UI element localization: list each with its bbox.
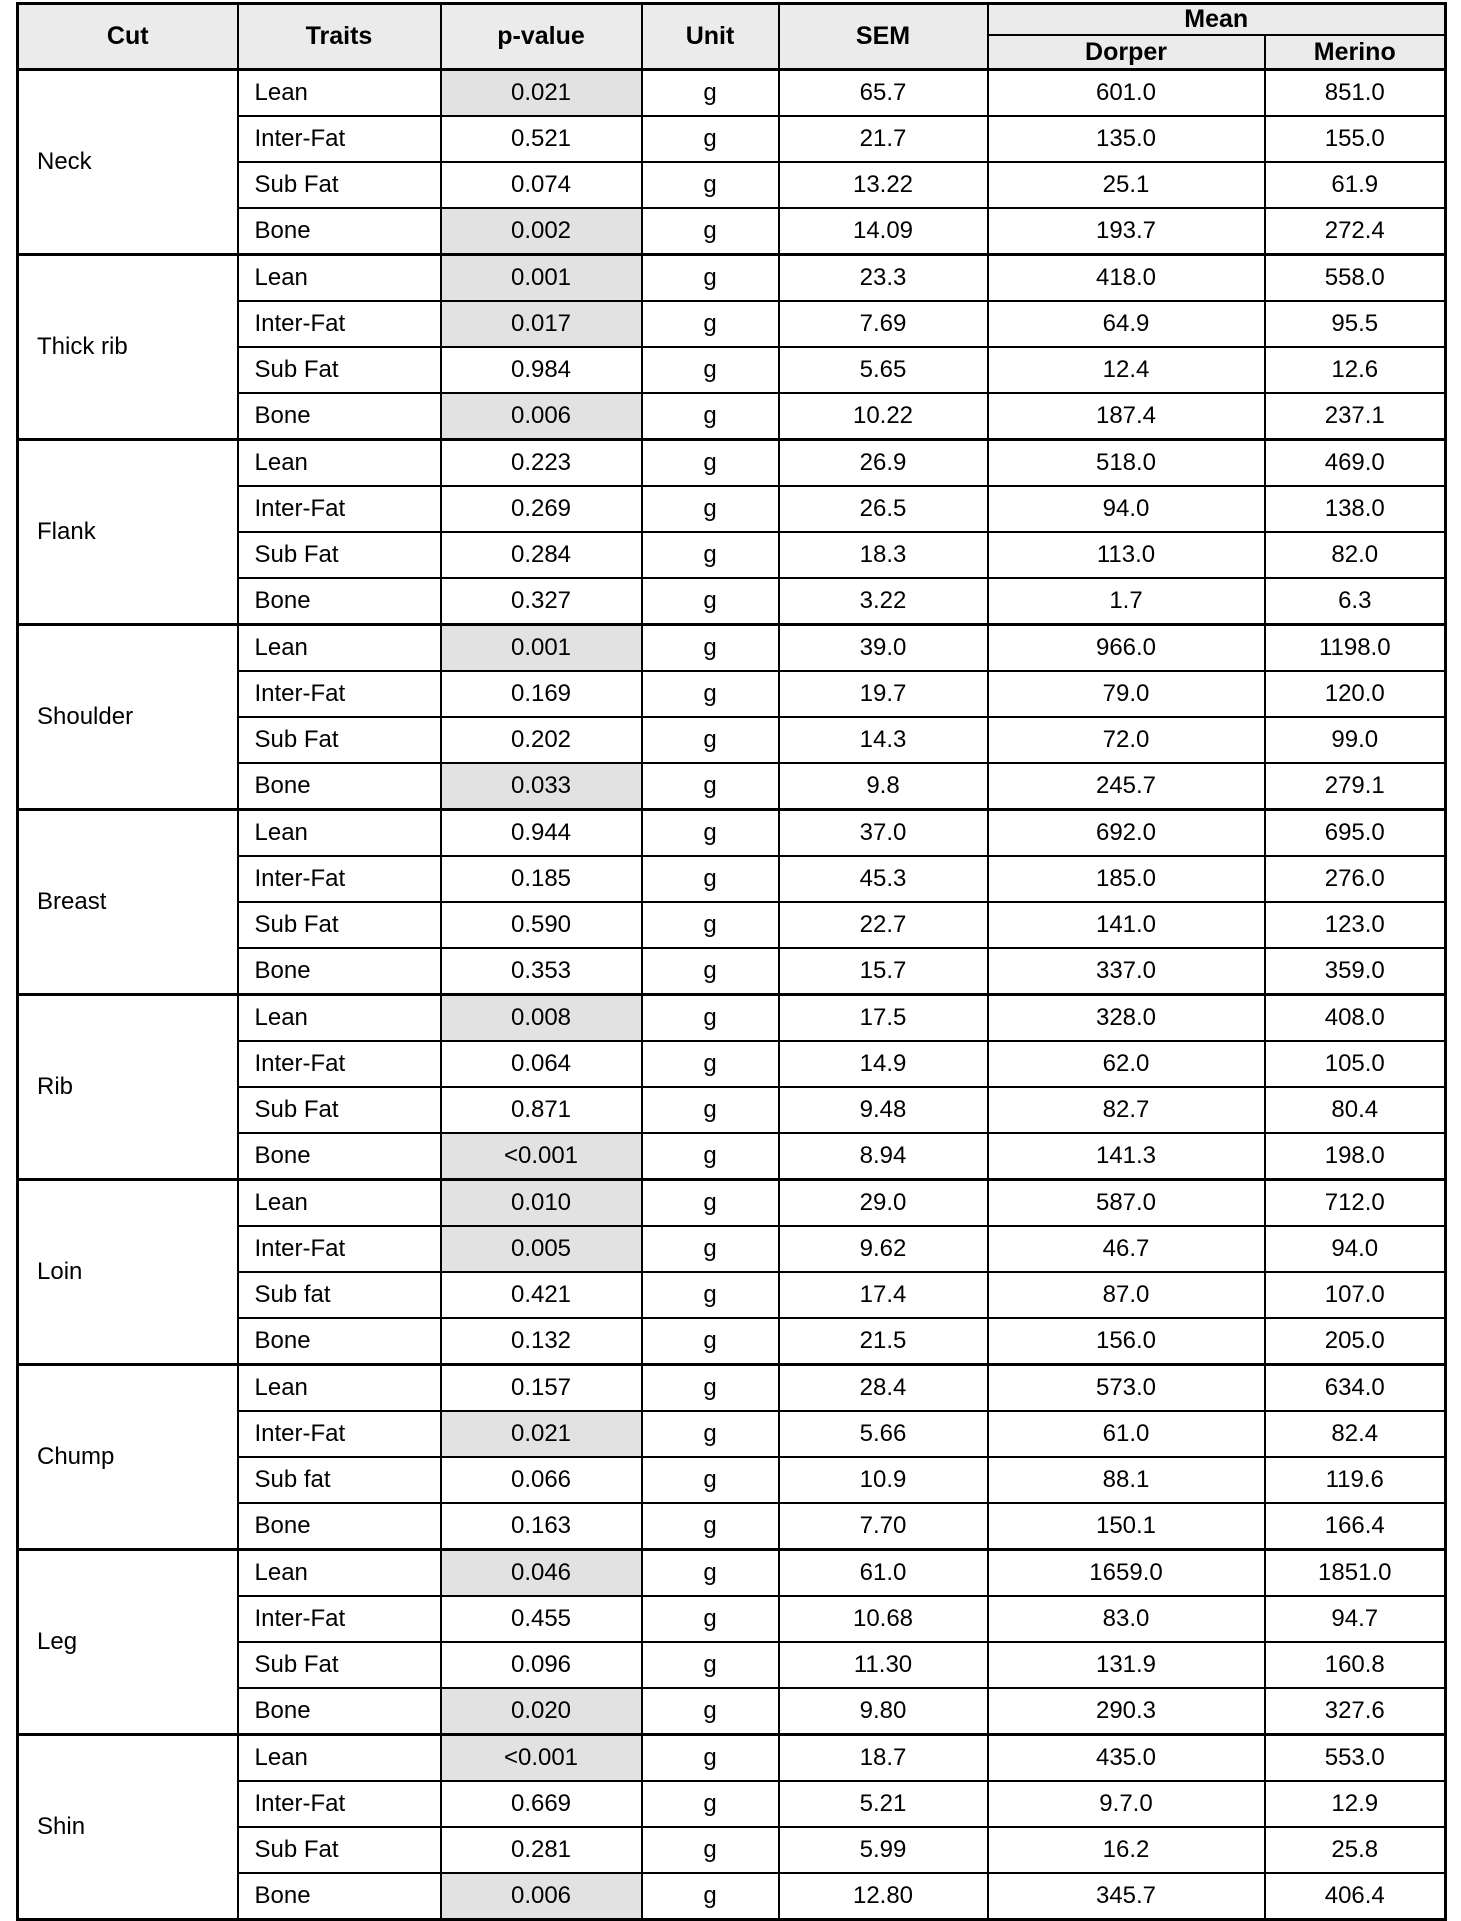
- merino-cell: 160.8: [1265, 1642, 1446, 1688]
- trait-cell: Bone: [238, 393, 441, 440]
- sem-cell: 9.48: [779, 1087, 988, 1133]
- cut-cell: Breast: [18, 810, 238, 995]
- unit-cell: g: [642, 671, 779, 717]
- column-header-cut: Cut: [18, 4, 238, 70]
- dorper-cell: 94.0: [988, 486, 1265, 532]
- sem-cell: 45.3: [779, 856, 988, 902]
- cut-cell: Flank: [18, 440, 238, 625]
- trait-cell: Lean: [238, 995, 441, 1042]
- merino-cell: 553.0: [1265, 1735, 1446, 1782]
- unit-cell: g: [642, 1688, 779, 1735]
- merino-cell: 634.0: [1265, 1365, 1446, 1412]
- merino-cell: 120.0: [1265, 671, 1446, 717]
- unit-cell: g: [642, 1642, 779, 1688]
- trait-cell: Lean: [238, 1180, 441, 1227]
- table-row: [18, 810, 1446, 857]
- sem-cell: 5.99: [779, 1827, 988, 1873]
- dorper-cell: 245.7: [988, 763, 1265, 810]
- p-value-cell: 0.185: [441, 856, 642, 902]
- unit-cell: g: [642, 1827, 779, 1873]
- sem-cell: 8.94: [779, 1133, 988, 1180]
- trait-cell: Lean: [238, 70, 441, 117]
- sem-cell: 13.22: [779, 162, 988, 208]
- dorper-cell: 88.1: [988, 1457, 1265, 1503]
- dorper-cell: 345.7: [988, 1873, 1265, 1920]
- unit-cell: g: [642, 1596, 779, 1642]
- cut-cell: Rib: [18, 995, 238, 1180]
- dorper-cell: 1.7: [988, 578, 1265, 625]
- dorper-cell: 72.0: [988, 717, 1265, 763]
- sem-cell: 18.7: [779, 1735, 988, 1782]
- p-value-cell: 0.132: [441, 1318, 642, 1365]
- sem-cell: 61.0: [779, 1550, 988, 1597]
- unit-cell: g: [642, 995, 779, 1042]
- sem-cell: 9.8: [779, 763, 988, 810]
- trait-cell: Bone: [238, 1133, 441, 1180]
- sem-cell: 10.9: [779, 1457, 988, 1503]
- p-value-cell: 0.590: [441, 902, 642, 948]
- p-value-cell: 0.669: [441, 1781, 642, 1827]
- merino-cell: 205.0: [1265, 1318, 1446, 1365]
- dorper-cell: 12.4: [988, 347, 1265, 393]
- p-value-cell: 0.157: [441, 1365, 642, 1412]
- trait-cell: Inter-Fat: [238, 1781, 441, 1827]
- merino-cell: 695.0: [1265, 810, 1446, 857]
- dorper-cell: 83.0: [988, 1596, 1265, 1642]
- dorper-cell: 156.0: [988, 1318, 1265, 1365]
- p-value-cell: 0.421: [441, 1272, 642, 1318]
- dorper-cell: 25.1: [988, 162, 1265, 208]
- p-value-cell: <0.001: [441, 1735, 642, 1782]
- dorper-cell: 435.0: [988, 1735, 1265, 1782]
- sem-cell: 26.9: [779, 440, 988, 487]
- dorper-cell: 141.0: [988, 902, 1265, 948]
- merino-cell: 408.0: [1265, 995, 1446, 1042]
- sem-cell: 29.0: [779, 1180, 988, 1227]
- unit-cell: g: [642, 1226, 779, 1272]
- dorper-cell: 62.0: [988, 1041, 1265, 1087]
- dorper-cell: 187.4: [988, 393, 1265, 440]
- p-value-cell: 0.202: [441, 717, 642, 763]
- dorper-cell: 518.0: [988, 440, 1265, 487]
- column-header-sem: SEM: [779, 4, 988, 70]
- sem-cell: 17.4: [779, 1272, 988, 1318]
- dorper-cell: 193.7: [988, 208, 1265, 255]
- unit-cell: g: [642, 1365, 779, 1412]
- merino-cell: 61.9: [1265, 162, 1446, 208]
- dorper-cell: 966.0: [988, 625, 1265, 672]
- sem-cell: 18.3: [779, 532, 988, 578]
- merino-cell: 138.0: [1265, 486, 1446, 532]
- p-value-cell: 0.269: [441, 486, 642, 532]
- p-value-cell: 0.008: [441, 995, 642, 1042]
- sem-cell: 22.7: [779, 902, 988, 948]
- unit-cell: g: [642, 1180, 779, 1227]
- unit-cell: g: [642, 1133, 779, 1180]
- unit-cell: g: [642, 1873, 779, 1920]
- dorper-cell: 131.9: [988, 1642, 1265, 1688]
- table-row: [18, 625, 1446, 672]
- trait-cell: Inter-Fat: [238, 116, 441, 162]
- sem-cell: 9.62: [779, 1226, 988, 1272]
- unit-cell: g: [642, 948, 779, 995]
- column-header-traits: Traits: [238, 4, 441, 70]
- dorper-cell: 9.7.0: [988, 1781, 1265, 1827]
- trait-cell: Lean: [238, 625, 441, 672]
- merino-cell: 558.0: [1265, 255, 1446, 302]
- cut-cell: Loin: [18, 1180, 238, 1365]
- merino-cell: 469.0: [1265, 440, 1446, 487]
- p-value-cell: 0.066: [441, 1457, 642, 1503]
- dorper-cell: 87.0: [988, 1272, 1265, 1318]
- unit-cell: g: [642, 486, 779, 532]
- p-value-cell: 0.521: [441, 116, 642, 162]
- trait-cell: Sub fat: [238, 1272, 441, 1318]
- unit-cell: g: [642, 763, 779, 810]
- trait-cell: Sub Fat: [238, 717, 441, 763]
- merino-cell: 276.0: [1265, 856, 1446, 902]
- dorper-cell: 587.0: [988, 1180, 1265, 1227]
- trait-cell: Bone: [238, 578, 441, 625]
- unit-cell: g: [642, 1550, 779, 1597]
- merino-cell: 99.0: [1265, 717, 1446, 763]
- p-value-cell: 0.002: [441, 208, 642, 255]
- merino-cell: 712.0: [1265, 1180, 1446, 1227]
- p-value-cell: 0.010: [441, 1180, 642, 1227]
- merino-cell: 25.8: [1265, 1827, 1446, 1873]
- p-value-cell: 0.017: [441, 301, 642, 347]
- sem-cell: 10.22: [779, 393, 988, 440]
- cut-composition-table: [16, 2, 1447, 1921]
- sem-cell: 11.30: [779, 1642, 988, 1688]
- merino-cell: 123.0: [1265, 902, 1446, 948]
- dorper-cell: 290.3: [988, 1688, 1265, 1735]
- unit-cell: g: [642, 208, 779, 255]
- dorper-cell: 573.0: [988, 1365, 1265, 1412]
- sem-cell: 17.5: [779, 995, 988, 1042]
- p-value-cell: 0.455: [441, 1596, 642, 1642]
- unit-cell: g: [642, 717, 779, 763]
- p-value-cell: 0.064: [441, 1041, 642, 1087]
- sem-cell: 37.0: [779, 810, 988, 857]
- trait-cell: Bone: [238, 1503, 441, 1550]
- p-value-cell: 0.021: [441, 70, 642, 117]
- merino-cell: 12.9: [1265, 1781, 1446, 1827]
- unit-cell: g: [642, 116, 779, 162]
- sem-cell: 14.9: [779, 1041, 988, 1087]
- unit-cell: g: [642, 1041, 779, 1087]
- merino-cell: 198.0: [1265, 1133, 1446, 1180]
- merino-cell: 94.0: [1265, 1226, 1446, 1272]
- cut-cell: Neck: [18, 70, 238, 255]
- trait-cell: Lean: [238, 1735, 441, 1782]
- trait-cell: Inter-Fat: [238, 301, 441, 347]
- trait-cell: Bone: [238, 763, 441, 810]
- p-value-cell: 0.006: [441, 1873, 642, 1920]
- trait-cell: Sub Fat: [238, 347, 441, 393]
- p-value-cell: 0.046: [441, 1550, 642, 1597]
- trait-cell: Bone: [238, 208, 441, 255]
- unit-cell: g: [642, 1735, 779, 1782]
- table-header: [18, 4, 1446, 70]
- dorper-cell: 61.0: [988, 1411, 1265, 1457]
- p-value-cell: 0.163: [441, 1503, 642, 1550]
- dorper-cell: 418.0: [988, 255, 1265, 302]
- merino-cell: 119.6: [1265, 1457, 1446, 1503]
- dorper-cell: 601.0: [988, 70, 1265, 117]
- table-row: [18, 1735, 1446, 1782]
- p-value-cell: 0.871: [441, 1087, 642, 1133]
- cut-cell: Shoulder: [18, 625, 238, 810]
- unit-cell: g: [642, 1781, 779, 1827]
- merino-cell: 94.7: [1265, 1596, 1446, 1642]
- sem-cell: 9.80: [779, 1688, 988, 1735]
- sem-cell: 21.5: [779, 1318, 988, 1365]
- merino-cell: 166.4: [1265, 1503, 1446, 1550]
- dorper-cell: 16.2: [988, 1827, 1265, 1873]
- trait-cell: Bone: [238, 1688, 441, 1735]
- trait-cell: Inter-Fat: [238, 1226, 441, 1272]
- trait-cell: Bone: [238, 1873, 441, 1920]
- dorper-cell: 185.0: [988, 856, 1265, 902]
- p-value-cell: 0.327: [441, 578, 642, 625]
- sem-cell: 15.7: [779, 948, 988, 995]
- unit-cell: g: [642, 393, 779, 440]
- trait-cell: Lean: [238, 1365, 441, 1412]
- p-value-cell: 0.984: [441, 347, 642, 393]
- p-value-cell: 0.169: [441, 671, 642, 717]
- unit-cell: g: [642, 856, 779, 902]
- column-header-dorper: Dorper: [988, 35, 1265, 70]
- unit-cell: g: [642, 532, 779, 578]
- p-value-cell: 0.223: [441, 440, 642, 487]
- table-row: [18, 1365, 1446, 1412]
- merino-cell: 279.1: [1265, 763, 1446, 810]
- dorper-cell: 46.7: [988, 1226, 1265, 1272]
- p-value-cell: 0.033: [441, 763, 642, 810]
- merino-cell: 105.0: [1265, 1041, 1446, 1087]
- sem-cell: 19.7: [779, 671, 988, 717]
- merino-cell: 851.0: [1265, 70, 1446, 117]
- sem-cell: 39.0: [779, 625, 988, 672]
- dorper-cell: 150.1: [988, 1503, 1265, 1550]
- sem-cell: 3.22: [779, 578, 988, 625]
- sem-cell: 5.21: [779, 1781, 988, 1827]
- sem-cell: 14.09: [779, 208, 988, 255]
- cut-cell: Thick rib: [18, 255, 238, 440]
- column-header-merino: Merino: [1265, 35, 1446, 70]
- unit-cell: g: [642, 1087, 779, 1133]
- merino-cell: 82.4: [1265, 1411, 1446, 1457]
- unit-cell: g: [642, 1457, 779, 1503]
- merino-cell: 327.6: [1265, 1688, 1446, 1735]
- sem-cell: 10.68: [779, 1596, 988, 1642]
- trait-cell: Inter-Fat: [238, 486, 441, 532]
- dorper-cell: 337.0: [988, 948, 1265, 995]
- trait-cell: Lean: [238, 810, 441, 857]
- trait-cell: Sub Fat: [238, 162, 441, 208]
- sem-cell: 7.70: [779, 1503, 988, 1550]
- unit-cell: g: [642, 162, 779, 208]
- p-value-cell: 0.281: [441, 1827, 642, 1873]
- sem-cell: 14.3: [779, 717, 988, 763]
- table-row: [18, 70, 1446, 117]
- table-row: [18, 995, 1446, 1042]
- p-value-cell: 0.353: [441, 948, 642, 995]
- unit-cell: g: [642, 1272, 779, 1318]
- sem-cell: 26.5: [779, 486, 988, 532]
- dorper-cell: 113.0: [988, 532, 1265, 578]
- merino-cell: 237.1: [1265, 393, 1446, 440]
- trait-cell: Sub Fat: [238, 1642, 441, 1688]
- p-value-cell: 0.020: [441, 1688, 642, 1735]
- table-body: [18, 70, 1446, 1920]
- p-value-cell: 0.074: [441, 162, 642, 208]
- trait-cell: Lean: [238, 255, 441, 302]
- unit-cell: g: [642, 347, 779, 393]
- table-row: [18, 1550, 1446, 1597]
- trait-cell: Bone: [238, 1318, 441, 1365]
- unit-cell: g: [642, 1411, 779, 1457]
- p-value-cell: 0.005: [441, 1226, 642, 1272]
- table-row: [18, 1180, 1446, 1227]
- sem-cell: 23.3: [779, 255, 988, 302]
- p-value-cell: 0.006: [441, 393, 642, 440]
- p-value-cell: 0.021: [441, 1411, 642, 1457]
- dorper-cell: 82.7: [988, 1087, 1265, 1133]
- p-value-cell: 0.096: [441, 1642, 642, 1688]
- p-value-cell: 0.001: [441, 625, 642, 672]
- dorper-cell: 135.0: [988, 116, 1265, 162]
- merino-cell: 80.4: [1265, 1087, 1446, 1133]
- merino-cell: 1198.0: [1265, 625, 1446, 672]
- p-value-cell: 0.284: [441, 532, 642, 578]
- cut-cell: Shin: [18, 1735, 238, 1920]
- p-value-cell: 0.001: [441, 255, 642, 302]
- trait-cell: Bone: [238, 948, 441, 995]
- unit-cell: g: [642, 902, 779, 948]
- sem-cell: 65.7: [779, 70, 988, 117]
- trait-cell: Sub Fat: [238, 532, 441, 578]
- dorper-cell: 1659.0: [988, 1550, 1265, 1597]
- unit-cell: g: [642, 578, 779, 625]
- merino-cell: 95.5: [1265, 301, 1446, 347]
- sem-cell: 28.4: [779, 1365, 988, 1412]
- p-value-cell: 0.944: [441, 810, 642, 857]
- table-row: [18, 440, 1446, 487]
- dorper-cell: 692.0: [988, 810, 1265, 857]
- trait-cell: Sub Fat: [238, 902, 441, 948]
- dorper-cell: 79.0: [988, 671, 1265, 717]
- trait-cell: Inter-Fat: [238, 671, 441, 717]
- trait-cell: Inter-Fat: [238, 1596, 441, 1642]
- sem-cell: 12.80: [779, 1873, 988, 1920]
- header-row-1: [18, 4, 1446, 36]
- merino-cell: 155.0: [1265, 116, 1446, 162]
- dorper-cell: 141.3: [988, 1133, 1265, 1180]
- merino-cell: 272.4: [1265, 208, 1446, 255]
- dorper-cell: 64.9: [988, 301, 1265, 347]
- p-value-cell: <0.001: [441, 1133, 642, 1180]
- unit-cell: g: [642, 301, 779, 347]
- sem-cell: 21.7: [779, 116, 988, 162]
- merino-cell: 107.0: [1265, 1272, 1446, 1318]
- merino-cell: 1851.0: [1265, 1550, 1446, 1597]
- trait-cell: Sub Fat: [238, 1087, 441, 1133]
- unit-cell: g: [642, 70, 779, 117]
- trait-cell: Lean: [238, 1550, 441, 1597]
- merino-cell: 82.0: [1265, 532, 1446, 578]
- cut-cell: Chump: [18, 1365, 238, 1550]
- table-row: [18, 255, 1446, 302]
- trait-cell: Inter-Fat: [238, 856, 441, 902]
- merino-cell: 6.3: [1265, 578, 1446, 625]
- dorper-cell: 328.0: [988, 995, 1265, 1042]
- trait-cell: Lean: [238, 440, 441, 487]
- column-header-mean: Mean: [988, 4, 1446, 36]
- trait-cell: Sub fat: [238, 1457, 441, 1503]
- unit-cell: g: [642, 810, 779, 857]
- sem-cell: 5.66: [779, 1411, 988, 1457]
- sem-cell: 5.65: [779, 347, 988, 393]
- unit-cell: g: [642, 625, 779, 672]
- unit-cell: g: [642, 440, 779, 487]
- trait-cell: Inter-Fat: [238, 1411, 441, 1457]
- unit-cell: g: [642, 1318, 779, 1365]
- column-header-unit: Unit: [642, 4, 779, 70]
- column-header-p-value: p-value: [441, 4, 642, 70]
- merino-cell: 359.0: [1265, 948, 1446, 995]
- unit-cell: g: [642, 255, 779, 302]
- trait-cell: Inter-Fat: [238, 1041, 441, 1087]
- cut-cell: Leg: [18, 1550, 238, 1735]
- merino-cell: 12.6: [1265, 347, 1446, 393]
- sem-cell: 7.69: [779, 301, 988, 347]
- merino-cell: 406.4: [1265, 1873, 1446, 1920]
- unit-cell: g: [642, 1503, 779, 1550]
- trait-cell: Sub Fat: [238, 1827, 441, 1873]
